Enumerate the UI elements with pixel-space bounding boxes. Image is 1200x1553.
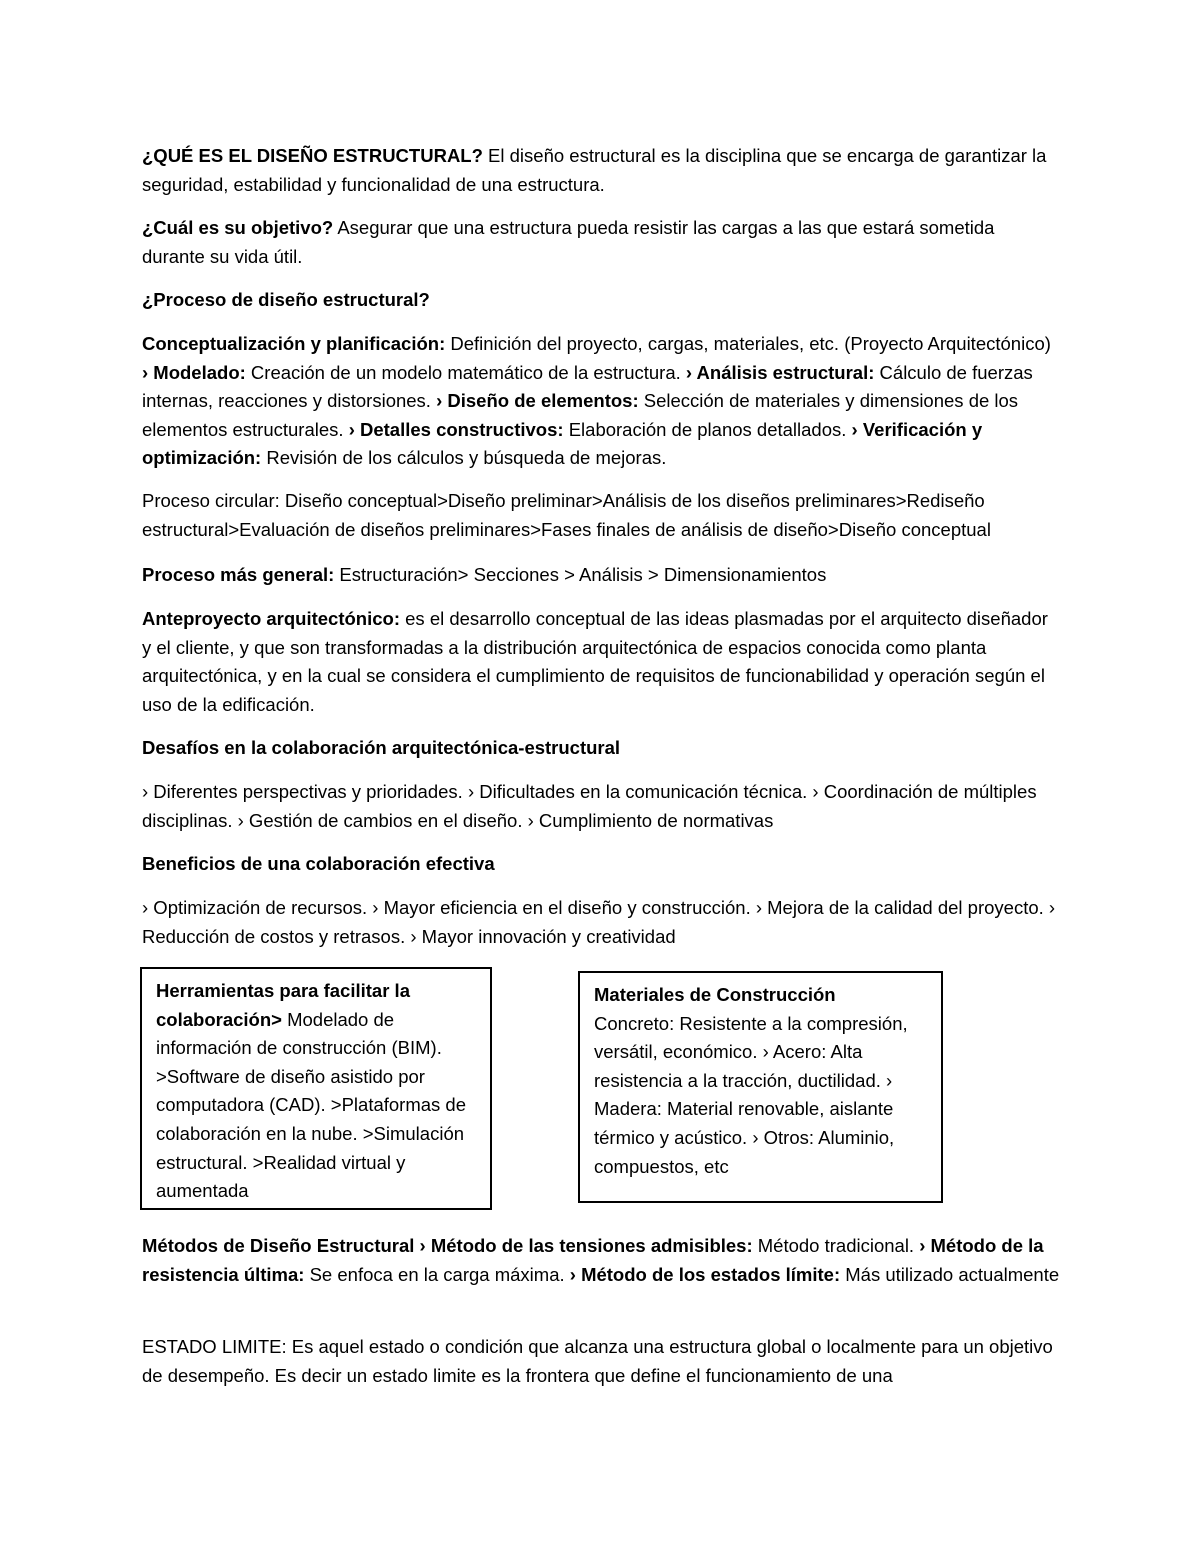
step-element-design: › Diseño de elementos: — [436, 390, 639, 412]
step-verification: › Verificación y optimización: — [142, 418, 983, 469]
step-analysis: › Análisis estructural: — [685, 361, 875, 383]
paragraph-process-heading — [142, 286, 1060, 315]
text-verification: Revisión de los cálculos y búsqueda de mejoras. — [261, 447, 667, 469]
paragraph-limit-state — [142, 1333, 1060, 1390]
heading-methods: Métodos de Diseño Estructural › Método de las tensiones admisibles: — [142, 1235, 753, 1256]
heading-ultimate-strength: › Método de la resistencia última: — [142, 1235, 1044, 1285]
heading-benefits: Beneficios de una colaboración efectiva — [142, 853, 495, 874]
materials-box — [578, 971, 943, 1203]
text-conceptualization: Definición del proyecto, cargas, materiales, etc. (Proyecto Arquitectónico) — [445, 333, 1051, 354]
text-general-process: Estructuración> Secciones > Análisis > Dimensionamientos — [334, 564, 827, 585]
paragraph-general-process — [142, 561, 1060, 590]
step-construction-details: › Detalles constructivos: — [348, 418, 564, 440]
paragraph-process-steps — [142, 330, 1060, 473]
step-modeling: › Modelado: — [142, 361, 246, 383]
paragraph-benefits-heading — [142, 850, 1060, 879]
text-method-traditional: Método tradicional. — [752, 1235, 920, 1256]
paragraph-what-is-structural-design — [142, 142, 1060, 199]
text-construction-details: Elaboración de planos detallados. — [563, 418, 852, 440]
heading-tools: Herramientas para facilitar la colaboración> — [156, 980, 410, 1030]
paragraph-circular-process — [142, 487, 1060, 544]
text-tools: Modelado de información de construcción (BIM). >Software de diseño asistido por computadora (CAD). >Plataformas de colaboración en la nube. >Simulación estructural. >Realidad virtual y aumentada — [156, 1008, 467, 1202]
heading-general-process: Proceso más general: — [142, 564, 335, 585]
text-anteproyecto: es el desarrollo conceptual de las ideas plasmadas por el arquitecto diseñador y el cliente, y que son transformadas a la distribución arquitectónica de espacios conocida como planta arquitectónica, y en la cual se considera el cumplimiento de requisitos de funcionabilidad y operación según el uso de la edificación. — [142, 608, 1048, 715]
text-limit-states: Más utilizado actualmente — [840, 1263, 1060, 1285]
heading-process: ¿Proceso de diseño estructural? — [142, 289, 430, 310]
text-benefits: › Optimización de recursos. › Mayor eficiencia en el diseño y construcción. › Mejora de la calidad del proyecto. › Reducción de costos y retrasos. › Mayor innovación y creatividad — [142, 897, 1056, 947]
paragraph-challenges-heading — [142, 734, 1060, 763]
tools-box — [140, 967, 492, 1210]
text-analysis: Cálculo de fuerzas internas, reacciones y distorsiones. — [142, 361, 1033, 412]
text-ultimate-strength: Se enfoca en la carga máxima. — [304, 1263, 570, 1285]
heading-what-is: ¿QUÉ ES EL DISEÑO ESTRUCTURAL? — [142, 145, 483, 166]
paragraph-design-methods — [142, 1232, 1060, 1289]
heading-materials: Materiales de Construcción — [594, 984, 836, 1005]
text-modeling: Creación de un modelo matemático de la estructura. — [245, 361, 686, 383]
heading-objective: ¿Cuál es su objetivo? — [142, 217, 334, 238]
text-element-design: Selección de materiales y dimensiones de los elementos estructurales. — [142, 390, 1019, 440]
step-conceptualization: Conceptualización y planificación: — [142, 333, 446, 354]
paragraph-objective — [142, 214, 1060, 271]
heading-challenges: Desafíos en la colaboración arquitectónica-estructural — [142, 737, 621, 758]
text-limit-state: ESTADO LIMITE: Es aquel estado o condición que alcanza una estructura global o localmente para un objetivo de desempeño. Es decir un estado limite es la frontera que define el funcionamiento de una — [142, 1336, 1053, 1386]
text-materials: Concreto: Resistente a la compresión, versátil, económico. › Acero: Alta resistencia a la tracción, ductilidad. › Madera: Material renovable, aislante térmico y acústico. › Otros: Aluminio, compuestos, etc — [594, 1012, 908, 1177]
text-what-is: El diseño estructural es la disciplina que se encarga de garantizar la seguridad, estabilidad y funcionalidad de una estructura. — [142, 145, 1047, 195]
text-circular-process: Proceso circular: Diseño conceptual>Diseño preliminar>Análisis de los diseños preliminares>Rediseño estructural>Evaluación de diseños preliminares>Fases finales de análisis de diseño>Diseño conceptual — [142, 490, 991, 540]
paragraph-challenges-list — [142, 778, 1060, 835]
paragraph-anteproyecto — [142, 605, 1060, 719]
text-objective: Asegurar que una estructura pueda resistir las cargas a las que estará sometida durante su vida útil. — [142, 217, 995, 267]
heading-anteproyecto: Anteproyecto arquitectónico: — [142, 608, 400, 629]
paragraph-benefits-list — [142, 894, 1060, 951]
text-challenges: › Diferentes perspectivas y prioridades. › Dificultades en la comunicación técnica. › Coordinación de múltiples disciplinas. › Gestión de cambios en el diseño. › Cumplimiento de normativas — [142, 781, 1037, 831]
heading-limit-states: › Método de los estados límite: — [569, 1263, 841, 1285]
